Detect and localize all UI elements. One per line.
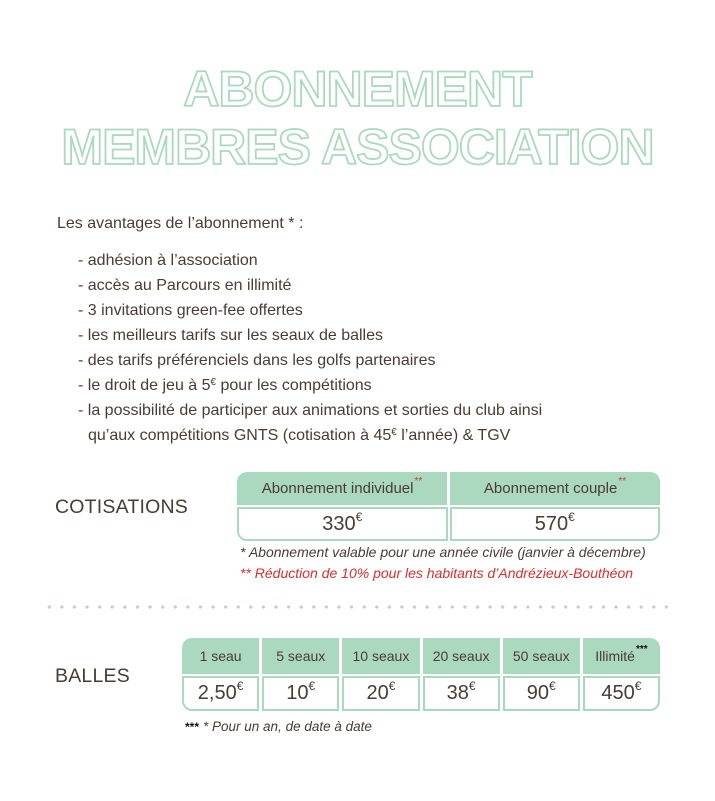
advantages-intro: Les avantages de l’abonnement * : — [57, 215, 304, 232]
advantage-text: - le droit de jeu à 5 — [78, 377, 211, 394]
advantage-text: - accès au Parcours en illimité — [78, 277, 292, 294]
advantage-text-after: l’année) & TGV — [396, 427, 511, 444]
header-label: 20 seaux — [432, 648, 490, 664]
balles-label: BALLES — [55, 665, 130, 687]
dotted-separator — [43, 605, 673, 609]
header-label: 50 seaux — [512, 648, 570, 664]
header-cell-1-seau — [182, 638, 259, 674]
advantage-text: - les meilleurs tarifs sur les seaux de balles — [78, 327, 384, 344]
header-label: 10 seaux — [352, 648, 410, 664]
price-amount: 10 — [286, 682, 309, 704]
advantage-text: - adhésion à l’association — [78, 252, 258, 269]
header-label: Abonnement individuel — [261, 480, 414, 497]
balles-footnote — [185, 716, 372, 738]
footnote-marker: *** — [185, 720, 200, 734]
advantage-item — [78, 298, 542, 323]
cotisations-footnotes — [240, 542, 646, 584]
header-cell-5-seaux — [262, 638, 339, 674]
header-label: 1 seau — [199, 648, 242, 664]
header-label: Abonnement couple — [483, 480, 618, 497]
footnote-text: * Pour un an, de date à date — [203, 719, 372, 734]
cotisations-header-row — [237, 472, 660, 505]
advantage-text-after: pour les compétitions — [216, 377, 372, 394]
price-cell-10-seaux: 20 € — [342, 676, 419, 711]
title-line-1: ABONNEMENT — [183, 61, 532, 117]
advantage-item — [78, 273, 542, 298]
advantage-item — [78, 323, 542, 348]
price-amount: 330 — [322, 512, 356, 535]
price-cell-couple: 570 € — [450, 507, 661, 541]
footnote-discount: ** Réduction de 10% pour les habitants d’Andrézieux-Bouthéon — [240, 565, 634, 581]
footnote-validity: * Abonnement valable pour une année civile (janvier à décembre) — [240, 544, 646, 560]
advantage-item — [78, 373, 542, 398]
header-label: 5 seaux — [276, 648, 326, 664]
price-cell-50-seaux: 90 € — [503, 676, 580, 711]
advantage-item — [78, 398, 542, 423]
price-amount: 90 — [526, 682, 550, 704]
price-amount: 2,50 — [197, 682, 237, 704]
advantage-item-continuation — [78, 423, 542, 448]
price-amount: 38 — [446, 682, 469, 704]
advantage-text: - la possibilité de participer aux animations et sorties du club ainsi — [78, 402, 543, 419]
header-cell-couple: Abonnement couple ** — [450, 472, 660, 505]
price-amount: 570 — [534, 512, 569, 535]
advantage-item — [78, 348, 542, 373]
cotisations-table — [237, 472, 660, 541]
balles-price-row — [182, 676, 660, 711]
header-cell-10-seaux — [342, 638, 419, 674]
advantage-text: - 3 invitations green-fee offertes — [78, 302, 303, 319]
price-cell-illimite: 450 € — [583, 676, 660, 711]
header-cell-individual: Abonnement individuel ** — [237, 472, 447, 505]
header-label: Illimité — [595, 648, 635, 664]
advantage-item — [78, 248, 542, 273]
title-line-2: MEMBRES ASSOCIATION — [61, 119, 654, 175]
header-cell-20-seaux — [423, 638, 500, 674]
price-cell-20-seaux: 38 € — [423, 676, 500, 711]
euro-sign: € — [391, 426, 397, 438]
price-amount: 20 — [366, 682, 389, 704]
price-cell-individual: 330 € — [237, 507, 448, 541]
price-cell-1-seau: 2,50 € — [182, 676, 259, 711]
price-cell-5-seaux: 10 € — [262, 676, 339, 711]
advantage-text: - des tarifs préférenciels dans les golfs partenaires — [78, 352, 436, 369]
price-amount: 450 — [601, 682, 635, 704]
cotisations-price-row — [237, 507, 660, 541]
header-cell-illimite: Illimité *** — [583, 638, 660, 674]
balles-header-row — [182, 638, 660, 674]
advantages-list — [78, 248, 542, 448]
header-cell-50-seaux — [503, 638, 580, 674]
cotisations-label: COTISATIONS — [55, 496, 188, 518]
advantage-text: qu’aux compétitions GNTS (cotisation à 45 — [88, 427, 392, 444]
balles-table — [182, 638, 660, 711]
euro-sign: € — [210, 376, 217, 388]
